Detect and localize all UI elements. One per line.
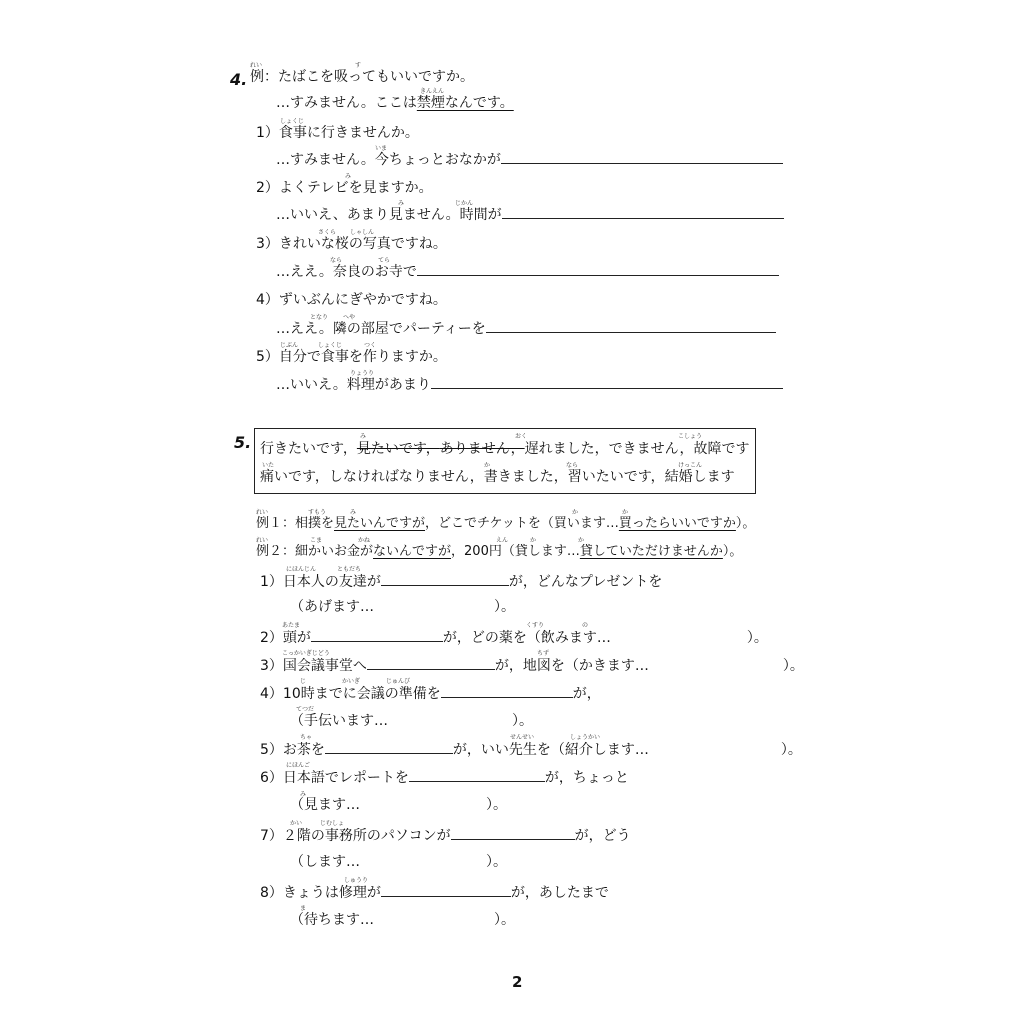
example-text: 例２：細かいお金が [256,544,374,559]
item-text: （見ます… [290,797,360,813]
ruby: ま [300,905,307,912]
item-text: ）。 [512,713,533,729]
ruby: じかん [455,200,474,207]
ruby: み [398,200,405,207]
ruby: てら [378,257,391,264]
ruby: かい [290,820,303,827]
example-underlined: 見たいんですが [334,516,426,531]
item-answer [276,375,783,394]
item-text: ）。 [486,797,507,813]
item-text: 6）日本語でレポートを [260,770,409,786]
ruby: にほんじん [286,566,317,573]
item-answer-text: …すみません。今ちょっとおなかが [276,152,501,168]
item-5-8-cont [290,911,515,929]
ruby: おく [515,433,528,440]
item-question: 5）自分で食事を作りますか。 [256,349,447,365]
item-answer-text: …ええ。奈良のお寺で [276,264,417,280]
item-answer-text: …いいえ、あまり見ません。時間が [276,207,502,223]
item-text: （します… [290,854,360,870]
vocab-word-struck: ありません， [439,441,525,457]
ruby: しゃしん [350,229,375,236]
item-text: （あげます… [290,599,374,615]
vocab-word-struck: 見たいです， [356,441,440,457]
item-text: ）。 [486,854,507,870]
ruby: こっかいぎじどう [282,650,330,657]
item-text: 4）10時までに会議の準備を [260,686,441,702]
ruby: こま [310,537,323,544]
item-text: 5）お茶を [260,742,325,758]
ruby: み [300,791,307,798]
ruby: しゅうり [344,877,369,884]
ruby: きんえん [420,88,445,95]
item-5-7-cont [290,853,507,871]
ruby: へや [343,314,356,321]
ruby: しょうかい [570,734,601,741]
ruby: えん [496,537,509,544]
answer-blank[interactable] [502,205,784,219]
ruby: てつだ [296,706,315,713]
answer-blank[interactable] [501,150,783,164]
item-5-8 [260,883,609,902]
ruby: けっこん [678,462,703,469]
ruby: じゅんび [386,678,411,685]
ruby: み [350,509,357,516]
item-answer-text: …ええ。隣の部屋でパーティーを [276,321,486,337]
ruby: じむしょ [320,820,345,827]
item-text: が，いい先生を（紹介します… [452,742,649,758]
ruby: か [578,537,585,544]
example-answer [276,94,514,112]
ruby: み [360,433,367,440]
item-5-5 [260,740,802,759]
item-text: が，地図を（かきます… [494,658,649,674]
item-text: （手伝います… [290,713,388,729]
ruby: さくら [318,229,337,236]
answer-blank[interactable] [486,319,776,333]
answer-blank[interactable] [381,883,511,897]
item-text: 1）日本人の友達が [260,574,381,590]
item-text: ）。 [780,742,802,758]
item-text: 2）頭が [260,630,311,646]
item-text: 3）国会議事堂へ [260,658,367,674]
item-text: が，ちょっと [544,770,629,786]
example-2 [256,543,742,561]
answer-blank[interactable] [451,826,575,840]
ruby: つく [364,342,377,349]
item-question: 3）きれいな桜の写真ですね。 [256,236,447,252]
ruby: かね [358,537,371,544]
example-answer-underlined: 禁煙なんです。 [416,95,514,111]
ruby: ちゃ [300,734,313,741]
answer-blank[interactable] [441,684,573,698]
example-underlined: ないんですが [373,544,452,559]
item-question: 1）食事に行きませんか。 [256,125,419,141]
ruby: す [355,62,362,69]
vocab-word: 遅れました，できません，故障です [524,441,750,457]
item-5-6 [260,768,629,787]
item-text: ）。 [494,912,515,928]
ruby: み [345,173,352,180]
ruby: じ [300,678,307,685]
item-text: ）。 [782,658,804,674]
answer-blank[interactable] [409,768,545,782]
item-text: ）。 [746,630,768,646]
item-answer [276,150,783,169]
item-text: 7）２階の事務所のパソコンが [260,828,451,844]
ruby: いた [262,462,275,469]
item-text: が，どう [574,828,631,844]
item-5-4 [260,684,601,703]
section-5-number: 5. [234,433,252,452]
ruby: しょくじ [280,118,305,125]
ruby: となり [310,314,329,321]
item-text: が，あしたまで [510,885,609,901]
example-text: 例１：相撲を [256,516,335,531]
example-text: ）。 [722,544,743,559]
item-question: 4）ずいぶんにぎやかですね。 [256,292,447,308]
example-underlined: 買ったらいいですか [618,516,736,531]
ruby: こしょう [678,433,703,440]
ruby: か [484,462,491,469]
ruby: ともだち [337,566,362,573]
item-5-6-cont [290,796,507,814]
answer-blank[interactable] [325,740,453,754]
item-5-4-cont [290,712,533,730]
item-text: が，どんなプレゼントを [508,574,663,590]
ruby: くすり [526,622,545,629]
item-5-1 [260,572,662,591]
item-text: （待ちます… [290,912,374,928]
ruby: れい [250,62,263,69]
section-4-number: 4. [230,70,248,89]
ruby: れい [256,509,269,516]
ruby: かいぎ [342,678,361,685]
ruby: にほんご [286,762,311,769]
ruby: か [530,537,537,544]
ruby: すもう [308,509,327,516]
example-text: ，200円（貸します… [451,544,580,559]
item-text: ）。 [494,599,515,615]
item-5-3 [260,656,804,675]
answer-blank[interactable] [417,262,779,276]
item-5-7 [260,826,631,845]
ruby: なら [566,462,579,469]
item-text: が，どの薬を（飲みます… [442,630,611,646]
answer-blank[interactable] [381,572,509,586]
item-5-2 [260,628,768,647]
item-question: 2）よくテレビを見ますか。 [256,180,433,196]
item-text: 8）きょうは修理が [260,885,381,901]
ruby: ちず [537,650,550,657]
vocabulary-line-2: 痛いです，しなければなりません，書きました，習いたいです，結婚します [260,469,735,485]
answer-blank[interactable] [367,656,495,670]
ruby: あたま [282,622,301,629]
example-question: 例：たばこを吸ってもいいですか。 [250,69,474,85]
item-answer [276,262,779,281]
answer-blank[interactable] [311,628,443,642]
item-text: が， [572,686,601,702]
ruby: じぶん [280,342,299,349]
ruby: れい [256,537,269,544]
item-answer [276,319,776,338]
ruby: なら [330,257,343,264]
example-text: ，どこでチケットを（買います… [425,516,619,531]
answer-blank[interactable] [431,375,783,389]
ruby: の [582,622,589,629]
item-answer [276,205,784,224]
example-1 [256,515,755,533]
ruby: いま [375,145,388,152]
ruby: りょうり [350,370,375,377]
vocab-word: 行きたいです， [260,441,357,457]
example-underlined: 貸していただけませんか [579,544,723,559]
ruby: しょくじ [318,342,343,349]
example-answer-text: …すみません。ここは [276,95,417,111]
ruby: か [572,509,579,516]
item-5-1-cont [290,598,515,616]
item-answer-text: …いいえ。料理があまり [276,377,431,393]
vocabulary-line-1 [260,440,749,458]
ruby: せんせい [510,734,535,741]
ruby: か [622,509,629,516]
example-text: ）。 [735,516,756,531]
page-number: 2 [512,973,523,991]
